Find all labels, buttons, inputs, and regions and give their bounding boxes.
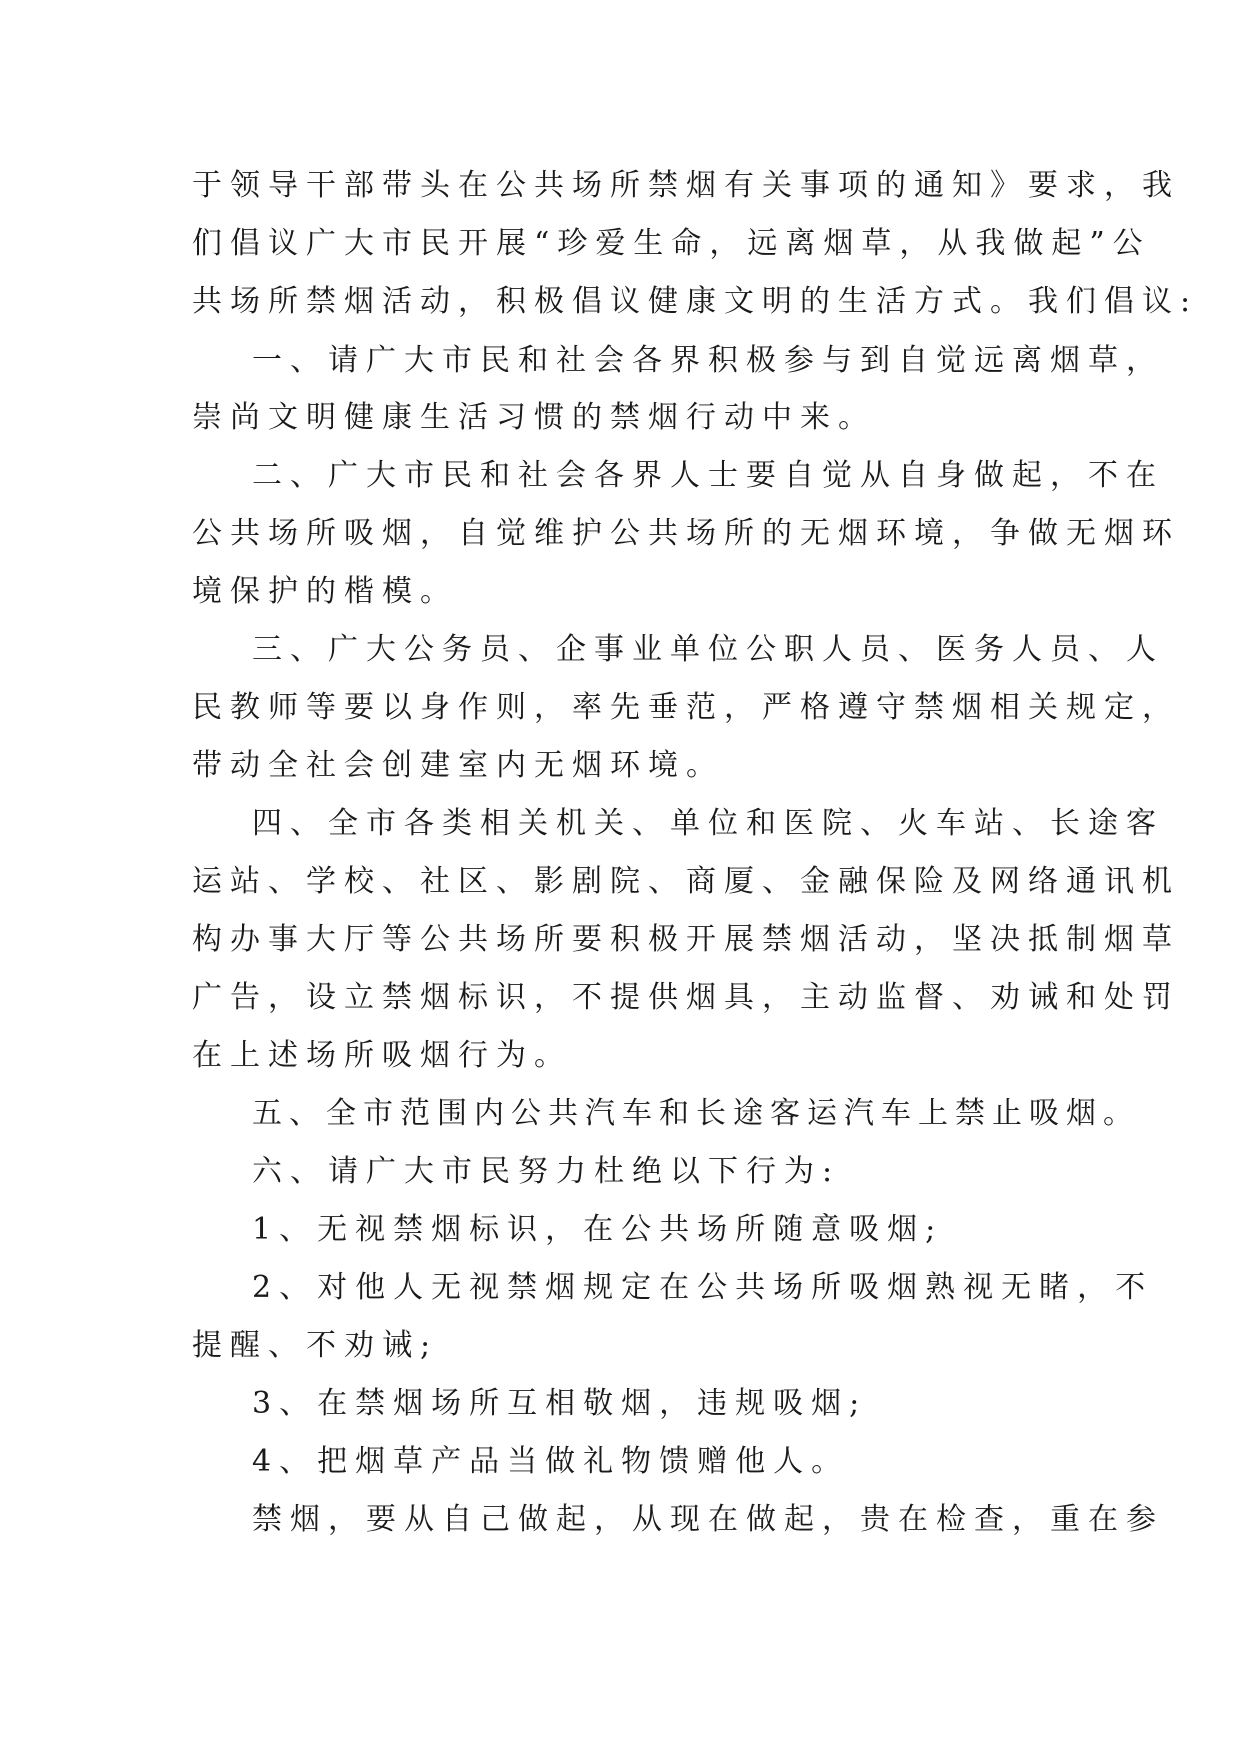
body-line-8: 境保护的楷模。	[192, 574, 458, 609]
body-line-7: 公共场所吸烟，自觉维护公共场所的无烟环境，争做无烟环	[192, 516, 1180, 551]
body-line-11: 带动全社会创建室内无烟环境。	[192, 748, 724, 783]
body-line-9: 三、广大公务员、企事业单位公职人员、医务人员、人	[252, 632, 1164, 667]
body-line-19: 1、无视禁烟标识，在公共场所随意吸烟;	[252, 1212, 944, 1247]
body-line-22: 3、在禁烟场所互相敬烟，违规吸烟;	[252, 1386, 868, 1421]
body-line-17: 五、全市范围内公共汽车和长途客运汽车上禁止吸烟。	[252, 1096, 1140, 1131]
body-line-18: 六、请广大市民努力杜绝以下行为:	[252, 1154, 841, 1189]
body-line-21: 提醒、不劝诫;	[192, 1328, 439, 1363]
body-line-20: 2、对他人无视禁烟规定在公共场所吸烟熟视无睹，不	[252, 1270, 1154, 1305]
body-line-15: 广告，设立禁烟标识，不提供烟具，主动监督、劝诫和处罚	[192, 980, 1180, 1015]
body-line-2: 们倡议广大市民开展“珍爱生命，远离烟草，从我做起”公	[192, 226, 1151, 261]
body-line-6: 二、广大市民和社会各界人士要自觉从自身做起，不在	[252, 458, 1164, 493]
body-line-24: 禁烟，要从自己做起，从现在做起，贵在检查，重在参	[252, 1502, 1164, 1537]
body-line-4: 一、请广大市民和社会各界积极参与到自觉远离烟草，	[252, 343, 1164, 378]
body-line-5: 崇尚文明健康生活习惯的禁烟行动中来。	[192, 400, 876, 435]
body-line-16: 在上述场所吸烟行为。	[192, 1038, 572, 1073]
body-line-23: 4、把烟草产品当做礼物馈赠他人。	[252, 1444, 850, 1479]
body-line-1: 于领导干部带头在公共场所禁烟有关事项的通知》要求，我	[192, 168, 1180, 203]
body-line-12: 四、全市各类相关机关、单位和医院、火车站、长途客	[252, 806, 1164, 841]
body-line-13: 运站、学校、社区、影剧院、商厦、金融保险及网络通讯机	[192, 864, 1180, 899]
body-line-3: 共场所禁烟活动，积极倡议健康文明的生活方式。我们倡议:	[192, 284, 1199, 319]
body-line-10: 民教师等要以身作则，率先垂范，严格遵守禁烟相关规定，	[192, 690, 1180, 725]
body-line-14: 构办事大厅等公共场所要积极开展禁烟活动，坚决抵制烟草	[192, 922, 1180, 957]
